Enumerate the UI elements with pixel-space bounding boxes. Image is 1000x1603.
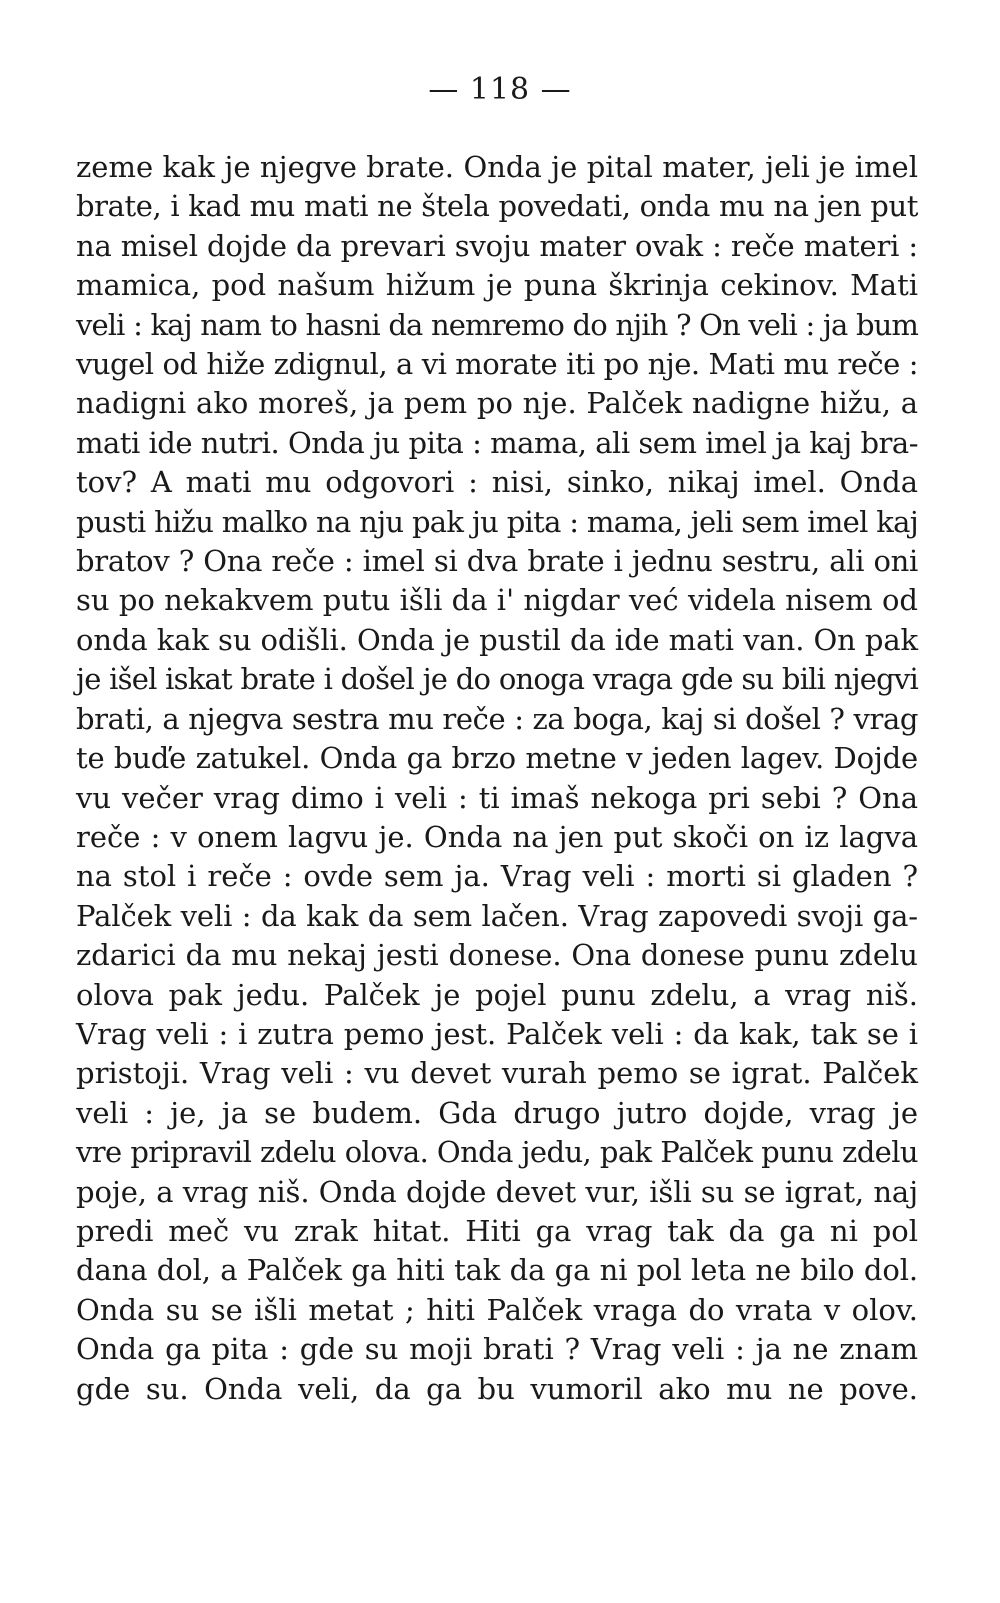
text-line: su po nekakvem putu išli da i' nigdar već videla nisem od (76, 583, 918, 618)
text-line: pusti hižu malko na nju pak ju pita : mama, jeli sem imel kaj (76, 504, 918, 539)
text-line: vre pripravil zdelu olova. Onda jedu, pak Palček punu zdelu (76, 1135, 918, 1170)
text-line: zdarici da mu nekaj jesti donese. Ona donese punu zdelu (76, 938, 918, 973)
text-line: vu večer vrag dimo i veli : ti imaš nekoga pri sebi ? Ona (76, 780, 918, 815)
text-line: Onda ga pita : gde su moji brati ? Vrag veli : ja ne znam (76, 1332, 918, 1367)
text-line: na misel dojde da prevari svoju mater ovak : reče materi : (76, 228, 918, 263)
text-line: je išel iskat brate i došel je do onoga vraga gde su bili njegvi (76, 662, 918, 697)
text-line: brate, i kad mu mati ne štela povedati, onda mu na jen put (76, 189, 918, 224)
text-line: pristoji. Vrag veli : vu devet vurah pemo se igrat. Palček (76, 1056, 918, 1091)
text-line: zeme kak je njegve brate. Onda je pital mater, jeli je imel (76, 150, 918, 184)
text-line: vugel od hiže zdignul, a vi morate iti po nje. Mati mu reče : (76, 347, 918, 382)
text-line: bratov ? Ona reče : imel si dva brate i jednu sestru, ali oni (76, 544, 918, 579)
text-line: predi meč vu zrak hitat. Hiti ga vrag tak da ga ni pol (76, 1213, 918, 1248)
text-line: nadigni ako moreš, ja pem po nje. Palček nadigne hižu, a (76, 386, 918, 421)
text-line: Palček veli : da kak da sem lačen. Vrag zapovedi svoji ga- (76, 898, 918, 933)
text-line: gde su. Onda veli, da ga bu vumoril ako mu ne pove. (76, 1371, 918, 1406)
text-line: poje, a vrag niš. Onda dojde devet vur, išli su se igrat, naj (76, 1174, 918, 1209)
text-line: brati, a njegva sestra mu reče : za boga, kaj si došel ? vrag (76, 701, 918, 736)
text-line: na stol i reče : ovde sem ja. Vrag veli : morti si gladen ? (76, 859, 918, 894)
text-line: olova pak jedu. Palček je pojel punu zdelu, a vrag niš. (76, 977, 918, 1012)
text-line: onda kak su odišli. Onda je pustil da ide mati van. On pak (76, 622, 918, 657)
page-number: — 118 — (428, 72, 572, 107)
text-line: reče : v onem lagvu je. Onda na jen put skoči on iz lagva (76, 819, 918, 854)
text-line: veli : kaj nam to hasni da nemremo do njih ? On veli : ja bum (76, 307, 918, 342)
text-line: mati ide nutri. Onda ju pita : mama, ali sem imel ja kaj bra- (76, 425, 918, 460)
text-line: veli : je, ja se budem. Gda drugo jutro dojde, vrag je (76, 1095, 918, 1130)
text-line: dana dol, a Palček ga hiti tak da ga ni pol leta ne bilo dol. (76, 1253, 918, 1288)
text-line: Vrag veli : i zutra pemo jest. Palček veli : da kak, tak se i (76, 1016, 918, 1051)
text-line: Onda su se išli metat ; hiti Palček vraga do vrata v olov. (76, 1292, 918, 1327)
text-line: mamica, pod našum hižum je puna škrinja cekinov. Mati (76, 268, 918, 303)
body-text (76, 148, 918, 1409)
text-line: tov? A mati mu odgovori : nisi, sinko, nikaj imel. Onda (76, 465, 918, 500)
text-line: te buďe zatukel. Onda ga brzo metne v jeden lagev. Dojde (76, 741, 918, 776)
